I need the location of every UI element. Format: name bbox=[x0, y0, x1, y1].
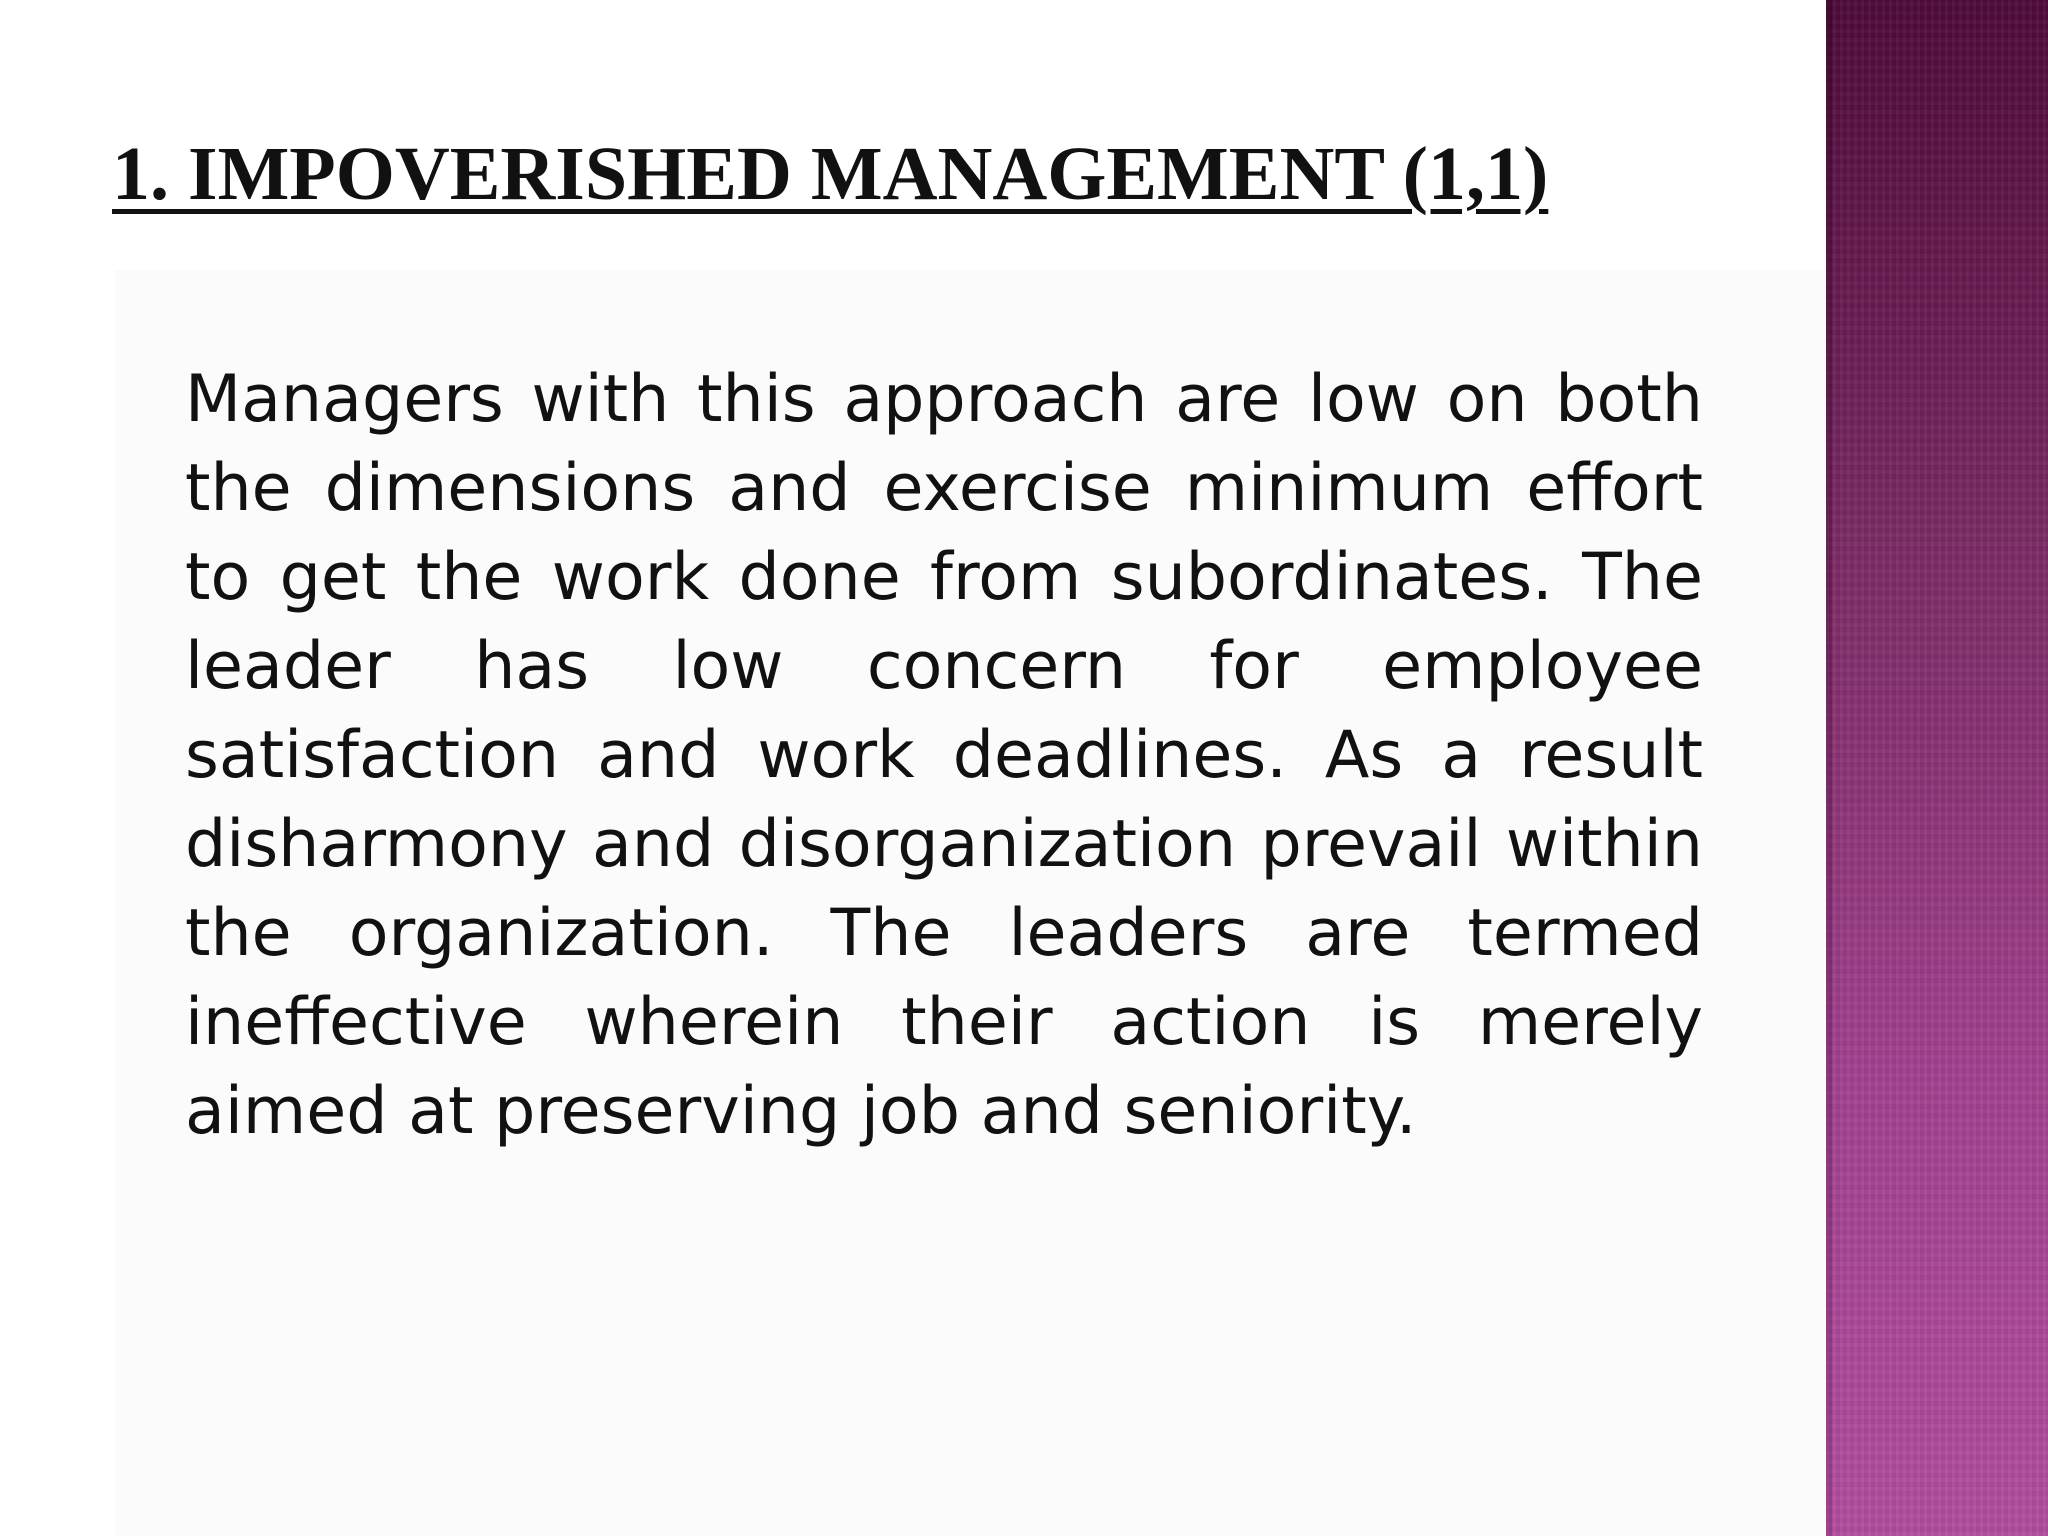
slide-title: 1. IMPOVERISHED MANAGEMENT (1,1) bbox=[112, 132, 1549, 216]
slide-body-text: Managers with this approach are low on both the dimensions and exercise minimum effort to get the work done from subordinates. The leader has low concern for employee satisfaction and work deadlines. As a result disharmony and disorganization prevail within the organization. The leaders are termed ineffective wherein their action is merely aimed at preserving job and seniority. bbox=[185, 362, 1703, 1149]
decorative-side-bar bbox=[1826, 0, 2048, 1536]
side-bar-edge bbox=[1826, 0, 1832, 1536]
side-bar-texture bbox=[1826, 0, 2048, 1536]
